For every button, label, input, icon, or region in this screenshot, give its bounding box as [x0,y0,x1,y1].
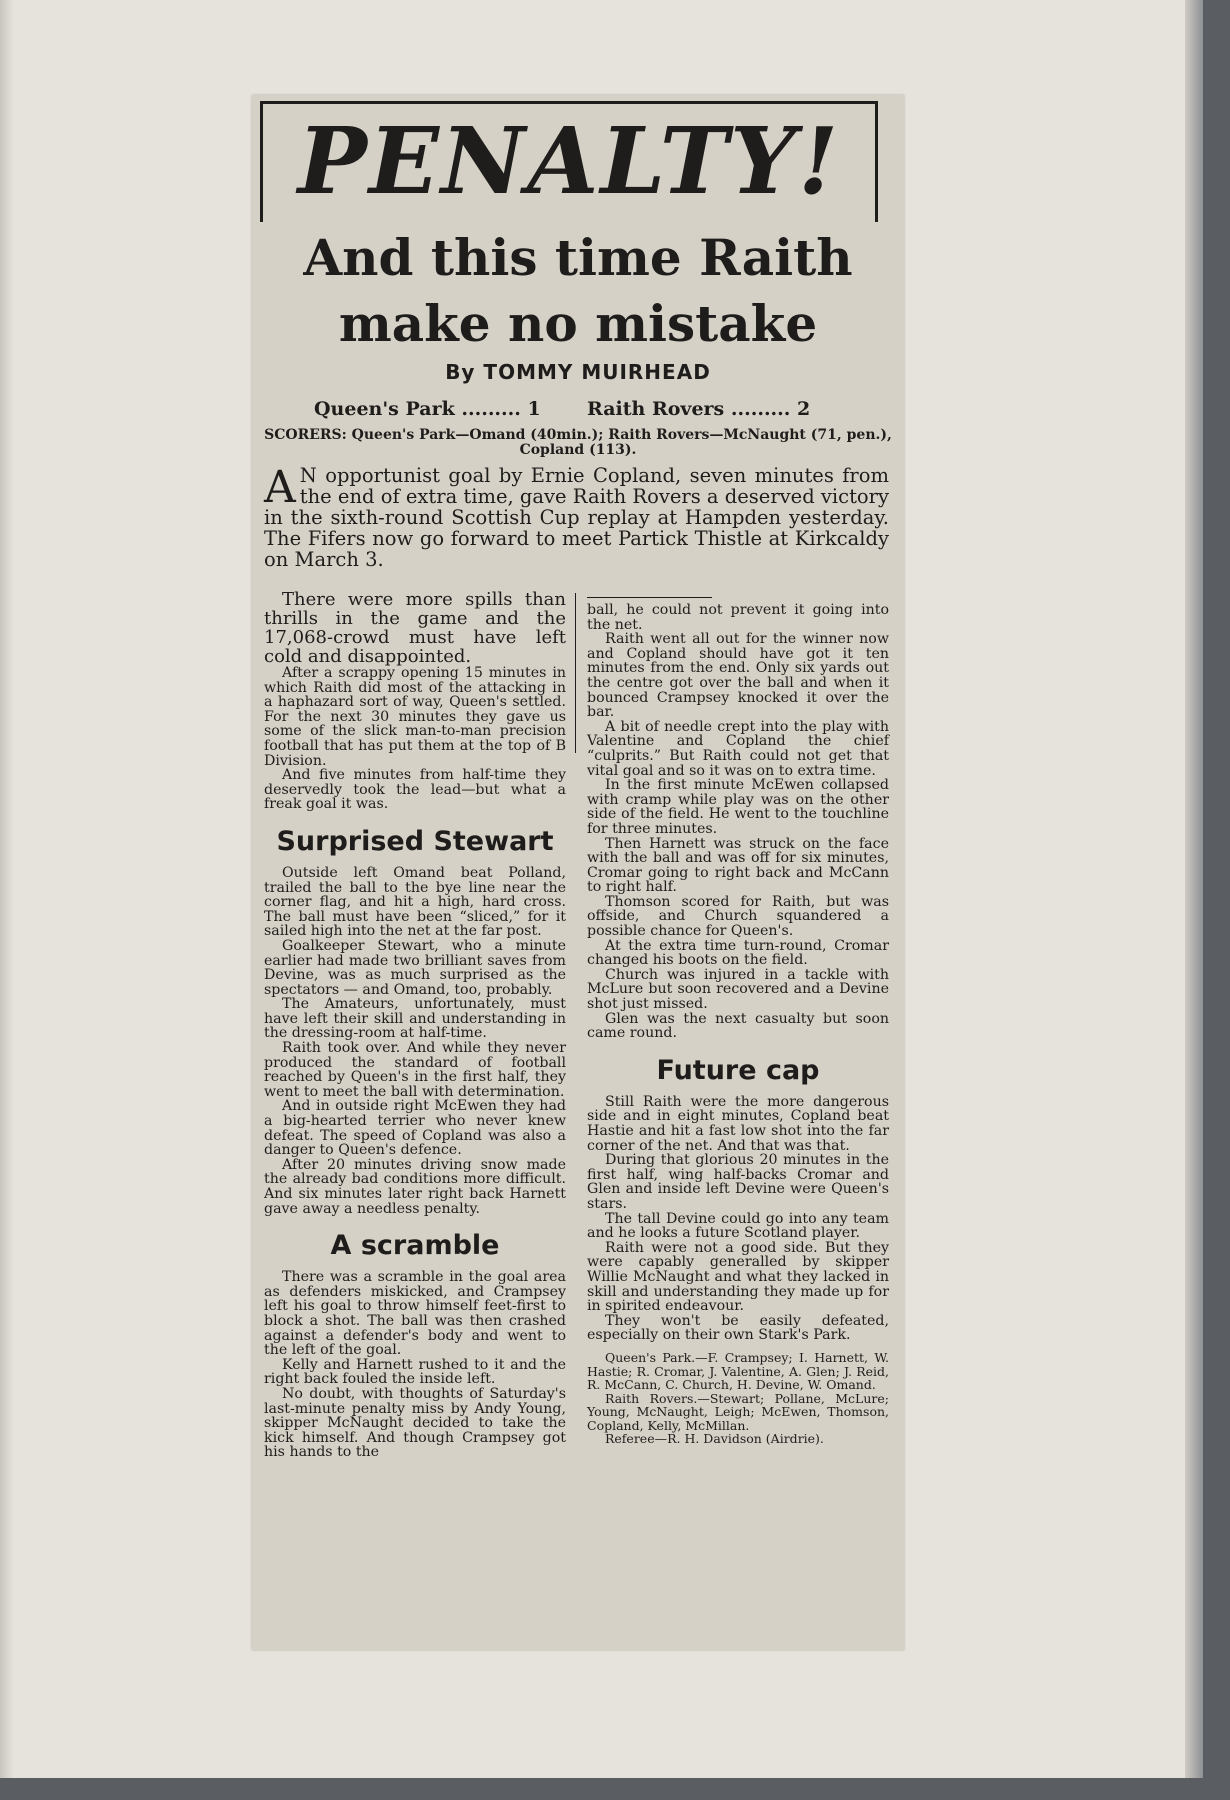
column-right [587,603,889,1446]
col1-para-6: The Amateurs, unfortunately, must have left their skill and understanding in the dressing-room at half-time. [264,996,566,1042]
col1-para-9: After 20 minutes driving snow made the already bad conditions more difficult. And six minutes later right back Harnett gave away a needless penalty. [264,1156,566,1217]
intro-paragraph [264,462,889,571]
headline-line-2: make no mistake [338,294,818,353]
col1-para-12: No doubt, with thoughts of Saturday's last-minute penalty miss by Andy Young, skipper McNaught decided to take the kick himself. And though Crampsey got his hands to the [264,1385,566,1461]
col1-para-7: Raith took over. And while they never produced the standard of football reached by Queen's in the first half, they went to meet the ball with determination. [264,1040,566,1100]
col2-para-1: ball, he could not prevent it going into the net. [587,602,889,633]
col1-para-8: And in outside right McEwen they had a big-hearted terrier who never knew defeat. The speed of Copland was also a danger to Queen's defence. [264,1098,566,1159]
col2-para-8: Church was injured in a tackle with McLure but soon recovered and a Devine shot just missed. [587,966,889,1013]
col1-para-10: There was a scramble in the goal area as defenders miskicked, and Crampsey left his goal to throw himself feet-first to block a shot. The ball was then crashed against a defender's body and went to the left of the goal. [264,1269,566,1359]
subhead-surprised-stewart: Surprised Stewart [276,825,554,857]
headline-flag-box [260,101,878,222]
referee-line: Referee—R. H. Davidson (Airdrie). [605,1431,824,1447]
score-home: Queen's Park ......... 1 [314,398,541,420]
subhead-future-cap: Future cap [656,1054,820,1086]
col2-para-4: In the first minute McEwen collapsed with cramp while play was on the other side of the field. He went to the touchline for three minutes. [587,777,889,837]
col2-para-3: A bit of needle crept into the play with Valentine and Copland the chief “culprits.” But Raith could not get that vital goal and so it was on to extra time. [587,718,889,779]
column-top-rule [587,597,712,598]
headline-line-1: And this time Raith [303,228,853,287]
byline: By TOMMY MUIRHEAD [445,360,711,384]
newspaper-clipping [252,95,904,1650]
col1-para-11: Kelly and Harnett rushed to it and the right back fouled the inside left. [264,1356,566,1388]
col2-para-9: Glen was the next casualty but soon came round. [587,1010,889,1042]
col1-para-1: There were more spills than thrills in the game and the 17,068-crowd must have left cold and disappointed. [264,589,566,667]
page-gutter-shadow [0,0,14,1778]
scorers-line: SCORERS: Queen's Park—Omand (40min.); Raith Rovers—McNaught (71, pen.), Copland (113). [264,427,892,458]
col2-para-2: Raith went all out for the winner now and Copland should have got it ten minutes from the end. Only six yards out the centre got over the ball and when it bounced Crampsey knocked it over the bar. [587,631,889,721]
drop-cap: A [264,462,296,513]
column-left [264,590,566,1460]
col2-para-10: Still Raith were the more dangerous side and in eight minutes, Copland beat Hastie and hit a fast low shot into the far corner of the net. And that was that. [587,1093,889,1154]
column-rule [575,593,576,753]
col2-para-6: Thomson scored for Raith, but was offside, and Church squandered a possible chance for Queen's. [587,893,889,940]
subhead-a-scramble: A scramble [330,1230,500,1262]
col1-para-4: Outside left Omand beat Polland, trailed the ball to the bye line near the corner flag, and hit a high, hard cross. The ball must have been “sliced,” for it sailed high into the net at the far post. [264,864,566,940]
col2-para-12: The tall Devine could go into any team and he looks a future Scotland player. [587,1210,889,1242]
col2-para-13: Raith were not a good side. But they were capably generalled by skipper Willie McNaught and what they lacked in skill and understanding they made up for in spirited endeavour. [587,1239,889,1315]
headline-flag: PENALTY! [297,107,841,215]
col2-para-5: Then Harnett was struck on the face with the ball and was off for six minutes, Cromar going to right back and McCann to right half. [587,835,889,896]
col1-para-5: Goalkeeper Stewart, who a minute earlier had made two brilliant saves from Devine, was as much surprised as the spectators — and Omand, too, probably. [264,937,566,998]
col2-para-14: They won't be easily defeated, especially on their own Stark's Park. [587,1312,889,1344]
page-edge [1185,0,1203,1778]
lineup-raith-rovers: Raith Rovers.—Stewart; Pollane, McLure; Young, McNaught, Leigh; McEwen, Thomson, Copland, Kelly, McMillan. [587,1390,889,1433]
team-lineups [587,1351,889,1446]
col1-para-3: And five minutes from half-time they deservedly took the lead—but what a freak goal it was. [264,767,566,813]
col2-para-7: At the extra time turn-round, Cromar changed his boots on the field. [587,937,889,969]
lineup-queens-park: Queen's Park.—F. Crampsey; I. Harnett, W. Hastie; R. Cromar, J. Valentine, A. Glen; J. Reid, R. McCann, C. Church, H. Devine, W. Omand. [587,1349,889,1393]
intro-text: N opportunist goal by Ernie Copland, seven minutes from the end of extra time, gave Raith Rovers a deserved victory in the sixth-round Scottish Cup replay at Hampden yesterday. The Fifers now go forward to meet Partick Thistle at Kirkcaldy on March 3. [264,464,889,571]
col2-para-11: During that glorious 20 minutes in the first half, wing half-backs Cromar and Glen and inside left Devine were Queen's stars. [587,1152,889,1212]
score-away: Raith Rovers ......... 2 [587,398,811,420]
col1-para-2: After a scrappy opening 15 minutes in which Raith did most of the attacking in a haphazard sort of way, Queen's settled. For the next 30 minutes they gave us some of the slick man-to-man precision football that has put them at the top of B Division. [264,665,566,769]
